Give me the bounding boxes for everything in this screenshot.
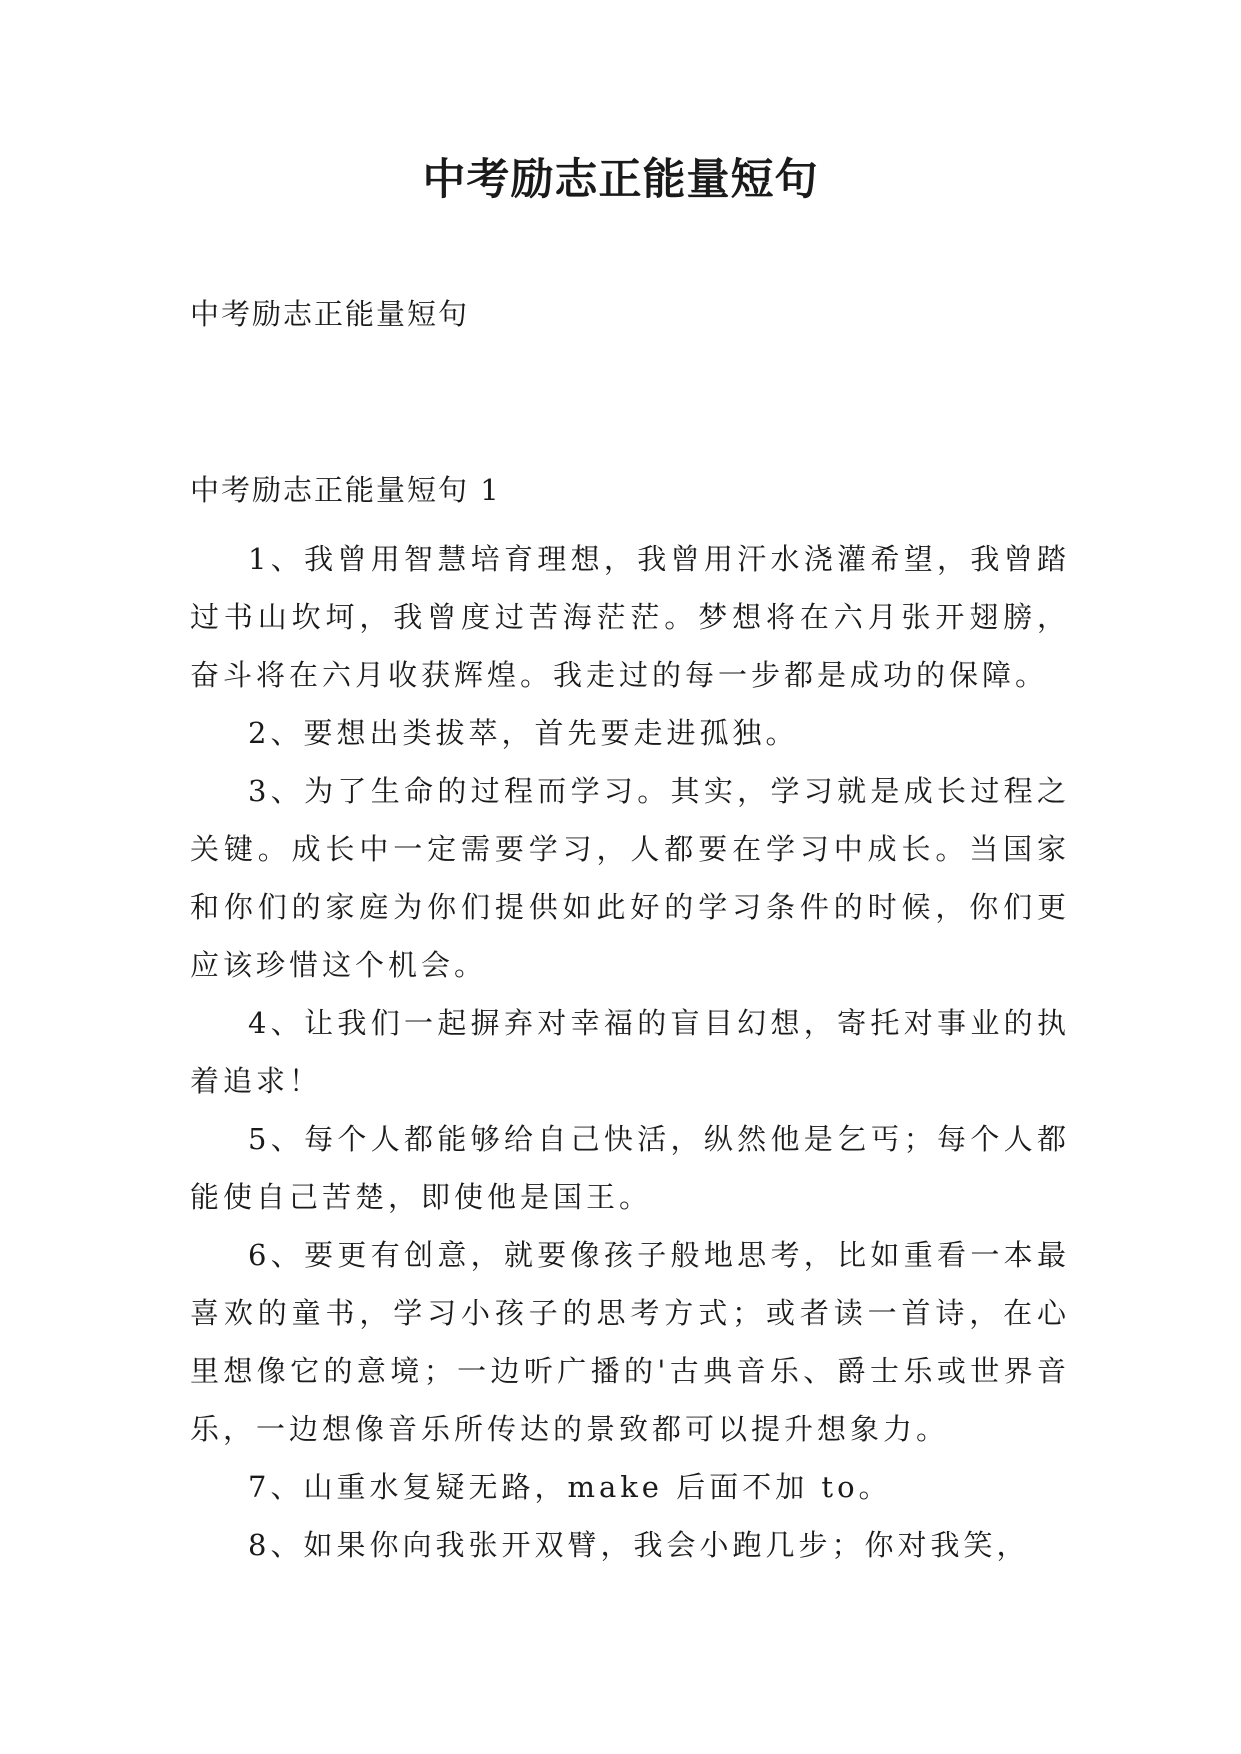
- paragraph-7: 7、山重水复疑无路，make 后面不加 to。: [248, 1470, 892, 1504]
- paragraph-8: 8、如果你向我张开双臂，我会小跑几步；你对我笑，: [248, 1528, 1030, 1562]
- paragraph-1: 1、我曾用智慧培育理想，我曾用汗水浇灌希望，我曾踏过书山坎坷，我曾度过苦海茫茫。梦想将在六月张开翅膀，奋斗将在六月收获辉煌。我走过的每一步都是成功的保障。: [190, 542, 1070, 692]
- body-text: [190, 530, 1070, 1574]
- paragraph-4: 4、让我们一起摒弃对幸福的盲目幻想，寄托对事业的执着追求！: [190, 1006, 1070, 1098]
- paragraph-5: 5、每个人都能够给自己快活，纵然他是乞丐；每个人都能使自己苦楚，即使他是国王。: [190, 1122, 1070, 1214]
- paragraph-6: 6、要更有创意，就要像孩子般地思考，比如重看一本最喜欢的童书，学习小孩子的思考方式；或者读一首诗，在心里想像它的意境；一边听广播的'古典音乐、爵士乐或世界音乐，一边想像音乐所传达的景致都可以提升想象力。: [190, 1238, 1070, 1446]
- paragraph-3: 3、为了生命的过程而学习。其实，学习就是成长过程之关键。成长中一定需要学习，人都要在学习中成长。当国家和你们的家庭为你们提供如此好的学习条件的时候，你们更应该珍惜这个机会。: [190, 774, 1070, 982]
- document-title: 中考励志正能量短句: [422, 155, 819, 205]
- document-subtitle: 中考励志正能量短句: [190, 297, 470, 331]
- section-heading: 中考励志正能量短句 1: [190, 473, 501, 507]
- paragraph-2: 2、要想出类拔萃，首先要走进孤独。: [248, 716, 799, 750]
